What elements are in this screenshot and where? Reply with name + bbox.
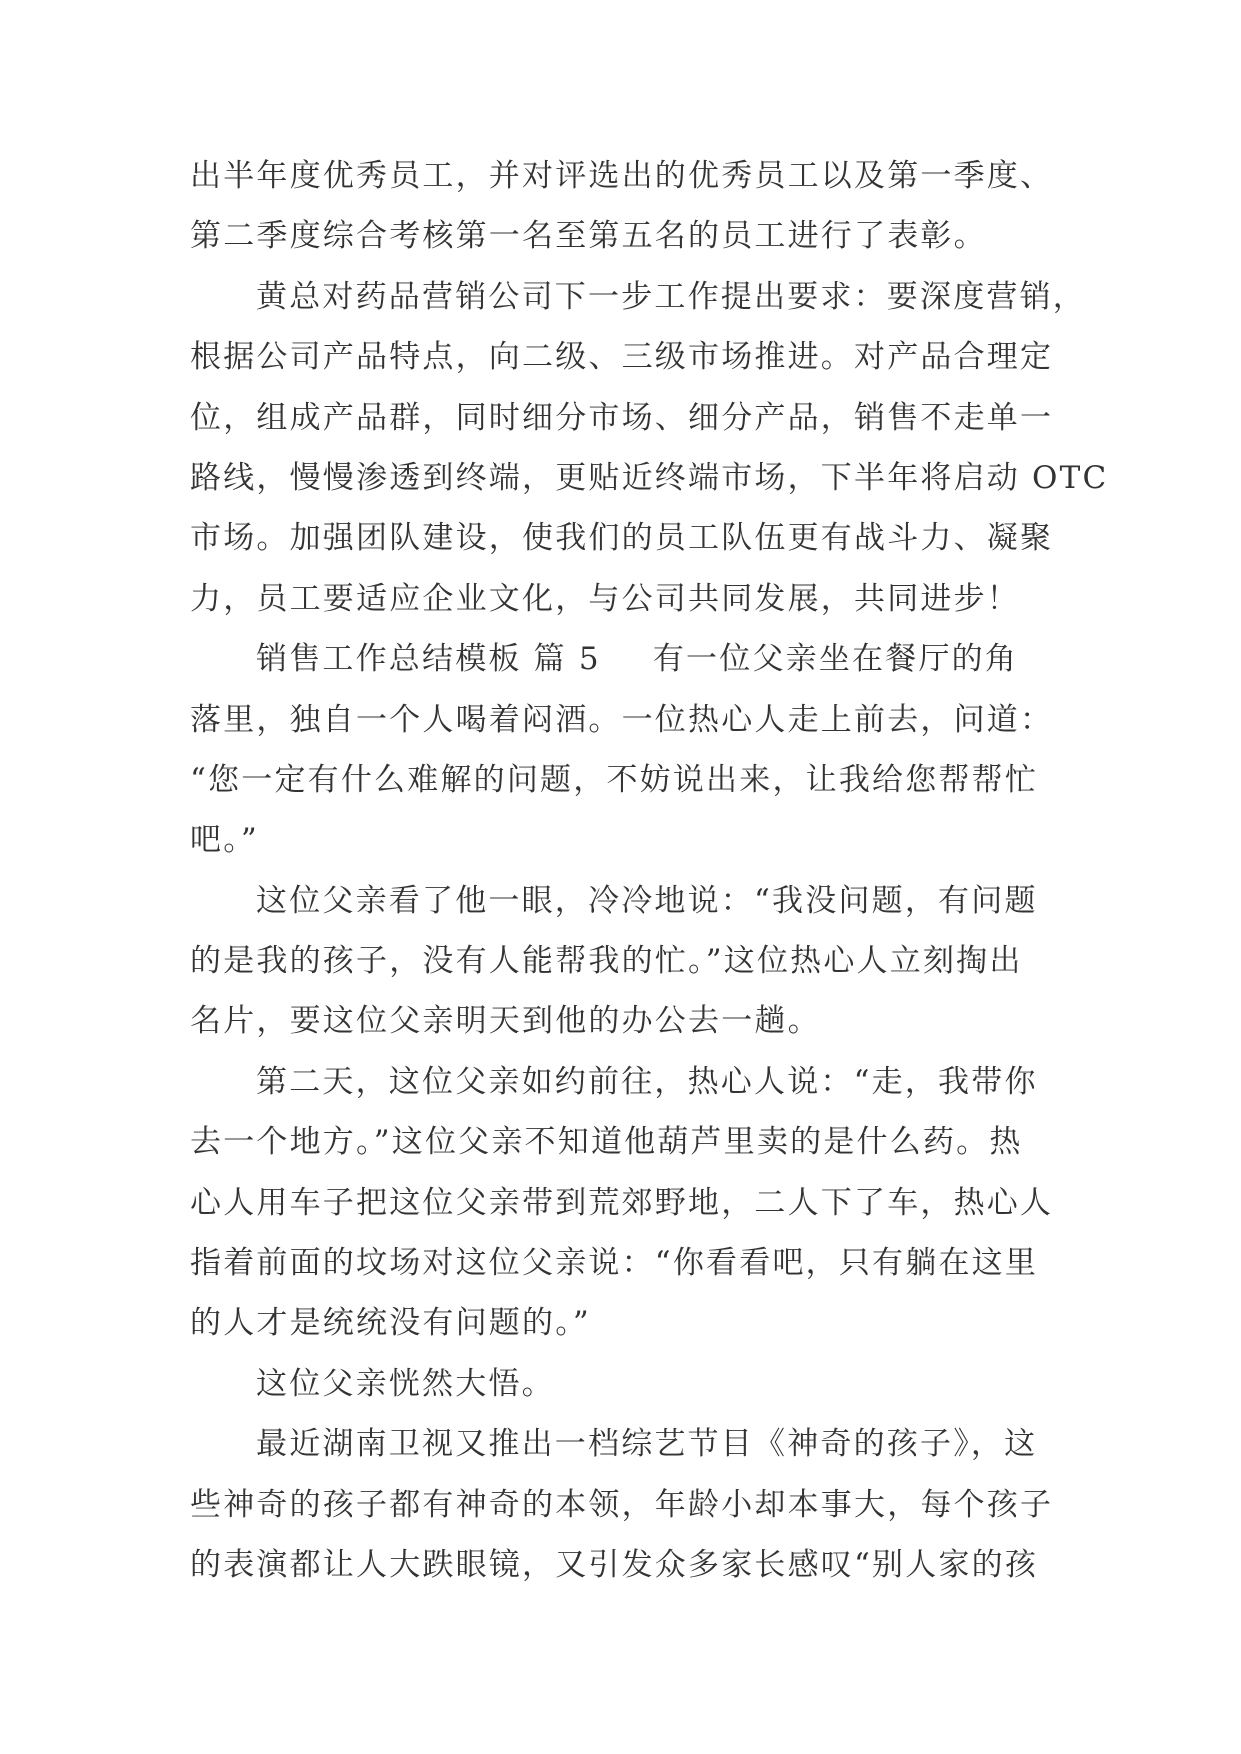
section-heading: 销售工作总结模板 篇 5 — [256, 641, 601, 678]
text-line: 去一个地方。”这位父亲不知道他葫芦里卖的是什么药。热 — [190, 1124, 1023, 1161]
text-line: “您一定有什么难解的问题，不妨说出来，让我给您帮帮忙 — [190, 761, 1039, 798]
text-line: 位，组成产品群，同时细分市场、细分产品，销售不走单一 — [190, 399, 1054, 436]
section-heading-line — [190, 629, 1070, 689]
text-line: 市场。加强团队建设，使我们的员工队伍更有战斗力、凝聚 — [190, 520, 1054, 557]
paragraph-start-line: 第二天，这位父亲如约前往，热心人说：“走，我带你 — [256, 1063, 1038, 1100]
text-line: 的人才是统统没有问题的。” — [190, 1305, 591, 1342]
text-line: 出半年度优秀员工，并对评选出的优秀员工以及第一季度、 — [190, 158, 1054, 194]
text-line: 的表演都让人大跌眼镜，又引发众多家长感叹“别人家的孩 — [190, 1546, 1039, 1583]
paragraph-start-line: 最近湖南卫视又推出一档综艺节目《神奇的孩子》，这 — [256, 1426, 1038, 1463]
text-line: 些神奇的孩子都有神奇的本领，年龄小却本事大，每个孩子 — [190, 1486, 1054, 1523]
section-first-text: 有一位父亲坐在餐厅的角 — [652, 641, 1019, 678]
body-text — [190, 146, 1109, 1595]
text-line: 指着前面的坟场对这位父亲说：“你看看吧，只有躺在这里 — [190, 1245, 1039, 1282]
text-line: 吧。” — [190, 822, 259, 859]
text-line: 名片，要这位父亲明天到他的办公去一趟。 — [190, 1003, 821, 1040]
paragraph-start-line: 这位父亲看了他一眼，冷冷地说：“我没问题，有问题 — [256, 882, 1038, 919]
text-line: 的是我的孩子，没有人能帮我的忙。”这位热心人立刻掏出 — [190, 943, 1023, 980]
text-line: 心人用车子把这位父亲带到荒郊野地，二人下了车，热心人 — [190, 1184, 1054, 1221]
paragraph-start-line: 黄总对药品营销公司下一步工作提出要求：要深度营销， — [256, 278, 1086, 315]
text-line: 根据公司产品特点，向二级、三级市场推进。对产品合理定 — [190, 339, 1054, 376]
paragraph-start-line: 这位父亲恍然大悟。 — [256, 1365, 555, 1402]
text-line: 路线，慢慢渗透到终端，更贴近终端市场，下半年将启动 OTC — [190, 459, 1109, 496]
text-line: 第二季度综合考核第一名至第五名的员工进行了表彰。 — [190, 218, 987, 255]
text-line: 落里，独自一个人喝着闷酒。一位热心人走上前去，问道： — [190, 701, 1054, 738]
text-line: 力，员工要适应企业文化，与公司共同发展，共同进步！ — [190, 580, 1020, 617]
